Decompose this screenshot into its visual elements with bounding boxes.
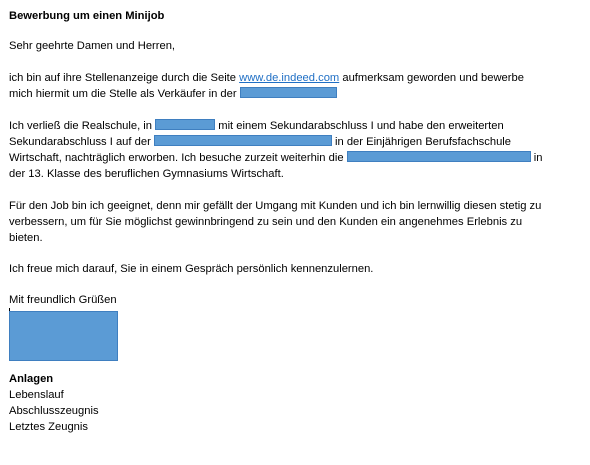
paragraph-1-text-a: ich bin auf ihre Stellenanzeige durch die Seite (9, 72, 240, 84)
paragraph-1-text-b: aufmerksam geworden und bewerbe (339, 72, 524, 84)
paragraph-2-text-b: mit einem Sekundarabschluss I und habe den erweiterten (215, 120, 504, 132)
paragraph-2-text-e: Wirtschaft, nachträglich erworben. Ich besuche zurzeit weiterhin die (9, 152, 347, 164)
paragraph-4: Ich freue mich darauf, Sie in einem Gespräch persönlich kennenzulernen. (9, 263, 374, 275)
indeed-link[interactable]: www.de.indeed.com (239, 72, 340, 84)
paragraph-1-line-1 (9, 70, 524, 86)
paragraph-2-line-2 (9, 134, 511, 150)
redacted-school-city (155, 119, 215, 130)
paragraph-2-text-a: Ich verließ die Realschule, in (9, 120, 156, 132)
paragraph-1-text-c: mich hiermit um die Stelle als Verkäufer in der (9, 88, 240, 100)
paragraph-2-text-f: in (530, 152, 543, 164)
attachment-item: Letztes Zeugnis (9, 421, 88, 433)
paragraph-3-line-3: bieten. (9, 232, 43, 244)
paragraph-2-line-3 (9, 150, 542, 166)
attachment-item: Lebenslauf (9, 389, 64, 401)
paragraph-2-line-4: der 13. Klasse des beruflichen Gymnasiums Wirtschaft. (9, 168, 284, 180)
paragraph-2-line-1 (9, 118, 504, 134)
letter-subject: Bewerbung um einen Minijob (9, 10, 165, 22)
attachment-item: Abschlusszeugnis (9, 405, 99, 417)
redacted-current-school (347, 151, 531, 162)
redacted-school-name (154, 135, 332, 146)
letter-closing: Mit freundlich Grüßen (9, 294, 117, 306)
redacted-signature (9, 311, 118, 361)
redacted-store-name (240, 87, 337, 98)
attachments-heading: Anlagen (9, 373, 54, 385)
paragraph-3-line-2: verbessern, um für Sie möglichst gewinnbringend zu sein und den Kunden ein angenehmes Erlebnis zu (9, 216, 523, 228)
paragraph-2-text-c: Sekundarabschluss I auf der (9, 136, 154, 148)
letter-salutation: Sehr geehrte Damen und Herren, (9, 40, 176, 52)
paragraph-2-text-d: in der Einjährigen Berufsfachschule (331, 136, 512, 148)
paragraph-1-line-2 (9, 86, 337, 102)
paragraph-3-line-1: Für den Job bin ich geeignet, denn mir gefällt der Umgang mit Kunden und ich bin lernwillig diesen stetig zu (9, 200, 542, 212)
